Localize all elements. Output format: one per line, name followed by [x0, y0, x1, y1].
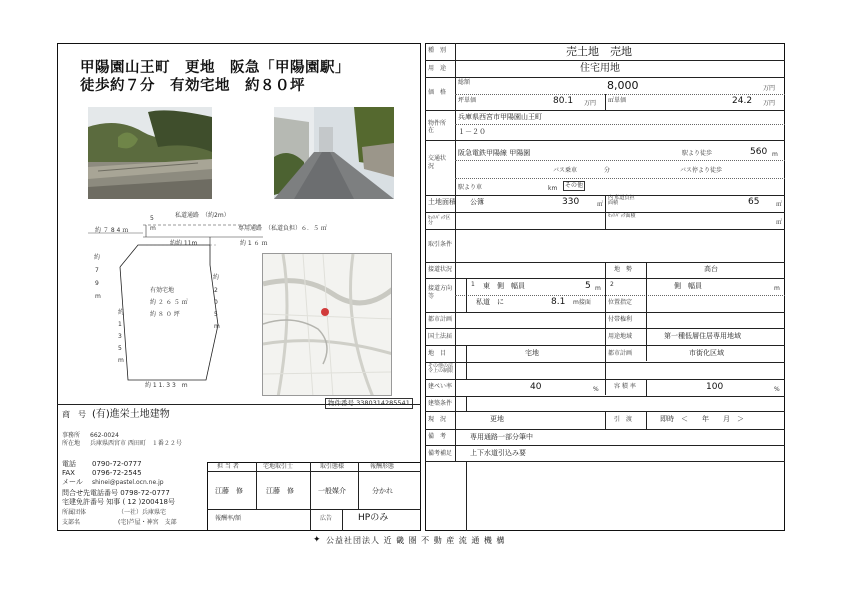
plan-dim-11: 約約 11m [170, 240, 198, 247]
staff-v1: 江藤 修 [215, 487, 243, 495]
plan-dim-l13-3: 3 [118, 333, 122, 340]
plan-dim-l13-4: 5 [118, 345, 122, 352]
remarks2-value: 上下水道引込み要 [470, 449, 526, 457]
tel: 0790-72-0777 [92, 460, 142, 468]
plan-dim-r20-3: 0 [214, 299, 218, 306]
divider [207, 471, 421, 472]
divider [466, 396, 467, 411]
staff-h2: 宅地取引士 [263, 463, 294, 470]
walk-value: 560 [750, 147, 768, 157]
bcr-label: 建ぺい率 [428, 383, 453, 390]
far-label: 容 積 率 [614, 383, 636, 390]
category-value: 売土地 売地 [566, 45, 632, 58]
divider [425, 429, 785, 430]
footer-icon: ✦ [313, 535, 321, 545]
divider [605, 411, 606, 429]
location-2: １－２０ [458, 128, 486, 136]
remarks-label: 備 考 [428, 433, 447, 440]
road2-unit: m [774, 285, 780, 292]
station-car: 駅より車 [458, 184, 483, 191]
divider [342, 509, 343, 531]
divider [425, 461, 785, 462]
assoc: （一社）兵庫県宅 [118, 509, 167, 516]
divider [455, 160, 785, 161]
plan-dim-r20-4: 5 [214, 311, 218, 318]
inquiry-tel: 問合せ先電話番号 0798-72-0777 [62, 489, 170, 497]
tel-label: 電話 [62, 460, 76, 468]
use-label: 用 途 [428, 65, 447, 72]
plan-dim-left-3: 9 [95, 280, 99, 287]
divider [646, 379, 647, 396]
city-plan-label: 都市計画 [428, 316, 453, 323]
use-value: 住宅用地 [580, 63, 620, 74]
photo-right [274, 107, 394, 199]
remarks2-label: 備考補足 [428, 450, 453, 457]
divider [256, 462, 257, 509]
land-area-type: 公簿 [470, 198, 484, 206]
km: km [548, 185, 558, 192]
divider [425, 110, 785, 111]
land-area-value: 330 [562, 197, 580, 207]
divider [466, 345, 467, 379]
land-right-label: 国土法届 [428, 333, 453, 340]
plan-area-sqm: 約 ２ ６ ５ ㎡ [150, 299, 188, 306]
bus-label: バス乗車 [553, 167, 578, 174]
fee-label: 報酬率/額 [215, 515, 242, 522]
divider [455, 295, 785, 296]
address-label: 所在地 [62, 440, 81, 447]
bus-walk: バス停より徒歩 [680, 167, 723, 174]
traffic-label: 交通状況 [428, 155, 447, 170]
setback-unit: ㎡ [776, 219, 783, 226]
private-road-label: 内 私道負担面積 [608, 195, 635, 206]
land-area-label: 土地面積 [428, 198, 456, 206]
divider [605, 94, 606, 110]
plan-m-unit: m [150, 225, 156, 232]
road1-width: 5 [585, 281, 591, 291]
plan-area-tsubo: 約 ８ ０ 坪 [150, 311, 180, 318]
photo-left [88, 107, 212, 199]
position-label: 位置指定 [608, 299, 633, 306]
divider [425, 396, 785, 397]
sqm-price: 24.2 [732, 96, 753, 106]
plan-dim-r20-2: 2 [214, 287, 218, 294]
delivery-label: 引 渡 [614, 416, 633, 423]
shape-value: 高台 [704, 265, 718, 273]
plan-road-width: 専用通路 （私道負担）６．５ ㎡ [238, 225, 327, 232]
plan-private-road: 私道通路 （約2m） [175, 212, 230, 219]
road2-dir: 側 幅員 [674, 282, 702, 290]
road-dir-label: 接道方向等 [428, 285, 453, 300]
bcr-value: 40 [530, 382, 542, 392]
road-no-2: 2 [610, 281, 614, 288]
private-road-unit: ㎡ [776, 201, 783, 208]
divider [605, 195, 606, 229]
road-contact: 8.1 [551, 297, 566, 307]
setback-label: ｾｯﾄﾊﾞｯｸ区分 [428, 215, 451, 226]
divider [57, 404, 421, 405]
conditions-label: 取引条件 [428, 241, 453, 248]
plan-dim-16: 約 1 ６ ｍ [240, 240, 268, 247]
location-label: 物件所在 [428, 120, 447, 135]
divider [425, 445, 785, 446]
ad-value: HPのみ [358, 513, 389, 523]
far-value: 100 [706, 382, 724, 392]
branch-label: 支部名 [62, 519, 81, 526]
title-line-2: 徒歩約７分 有効宅地 約８０坪 [80, 78, 305, 94]
setback-area-label: ｾｯﾄﾊﾞｯｸ面積 [608, 213, 636, 219]
divider [605, 262, 606, 395]
mail[interactable]: shinei@pastel.ocn.ne.jp [92, 479, 164, 486]
status-label: 現 況 [428, 416, 447, 423]
line-value: 阪急電鉄甲陽線 甲陽園 [458, 149, 531, 157]
ad-label: 広告 [320, 515, 333, 522]
divider [425, 140, 785, 141]
sqm-price-unit: 万円 [763, 100, 776, 107]
postal: 662-0024 [90, 432, 119, 439]
walk-unit: m [772, 151, 778, 158]
divider [455, 124, 785, 125]
plan-dim-bottom: 約 1 1. 3 3 m [145, 382, 188, 389]
divider [466, 278, 467, 312]
price-unit: 万円 [763, 85, 776, 92]
staff-v4: 分かれ [372, 487, 393, 495]
license-no: 宅建免許番号 知事 ( 12 )200418号 [62, 498, 175, 506]
divider [425, 77, 785, 78]
office-label: 事務所 [62, 432, 81, 439]
company-label: 商 号 [62, 410, 86, 419]
plan-dim-l13-1: 約 [118, 309, 125, 316]
company-name: (有)進栄土地建物 [92, 409, 170, 420]
divider [466, 461, 467, 531]
plan-dim-784: 約 ７ 8 4 ｍ [95, 227, 129, 234]
private-road-value: 65 [748, 197, 760, 207]
price-label: 価 格 [428, 89, 447, 96]
chimoku-value: 宅地 [525, 349, 539, 357]
footer-org: 公益社団法人 近 畿 圏 不 動 産 流 通 機 構 [326, 536, 506, 545]
fax: 0796-72-2545 [92, 469, 142, 477]
divider [455, 43, 456, 461]
divider [425, 60, 785, 61]
building-cond-label: 建築条件 [428, 400, 453, 407]
plan-dim-left-4: m [95, 293, 101, 300]
divider [646, 262, 647, 361]
divider [646, 411, 647, 429]
zoning-label: 用途地域 [608, 333, 633, 340]
chimoku-label: 地 目 [428, 350, 447, 357]
assoc-label: 所属団体 [62, 509, 87, 516]
other-limit-label: その他の法令上の制限 [428, 363, 454, 374]
plan-area-label: 有効宅地 [150, 287, 175, 294]
price-sub: 総額 [458, 79, 471, 86]
bus-min: 分 [604, 167, 611, 174]
ownership-label: 付帯権利 [608, 316, 633, 323]
staff-h4: 報酬形態 [370, 463, 395, 470]
road1-dir: 東 側 幅員 [483, 282, 525, 290]
divider [310, 462, 311, 531]
divider [425, 229, 785, 230]
city-plan2-label: 都市計画 [608, 350, 633, 357]
plan-m-5: 5 [150, 215, 154, 222]
plan-dim-left-2: 7 [95, 267, 99, 274]
tsubo-price-label: 坪単価 [458, 97, 477, 104]
divider [455, 178, 785, 179]
price-value: 8,000 [607, 79, 639, 92]
road-type: 私道 に [476, 298, 504, 306]
title-line-1: 甲陽園山王町 更地 阪急「甲陽園駅」 [80, 60, 350, 76]
road1-unit: m [595, 285, 601, 292]
tsubo-price: 80.1 [553, 96, 574, 106]
mail-label: メール [62, 478, 83, 486]
plan-dim-left-1: 約 [94, 254, 101, 261]
road-contact-unit: m接面 [573, 299, 591, 306]
location-1: 兵庫県西宮市甲陽園山王町 [458, 113, 542, 121]
bcr-unit: % [593, 386, 599, 393]
address: 兵庫県西宮市 西田町 １番２２号 [90, 440, 182, 447]
category-label: 種 別 [428, 47, 447, 54]
staff-h3: 取引態様 [320, 463, 345, 470]
divider [358, 462, 359, 509]
property-number: 物件番号 3380314285541 [325, 398, 413, 409]
sqm-price-label: ㎡単価 [608, 97, 627, 104]
far-unit: % [774, 386, 780, 393]
plan-dim-l13-2: 1 [118, 321, 122, 328]
other-traffic: その他 [565, 182, 584, 189]
road-no-1: 1 [471, 281, 475, 288]
divider [207, 509, 421, 510]
staff-h1: 担 当 者 [217, 463, 239, 470]
walk-label: 駅より徒歩 [682, 150, 713, 157]
staff-v3: 一般媒介 [318, 487, 346, 495]
branch: (宅)芦屋・神宮 支部 [118, 519, 177, 526]
shape-label: 地 勢 [614, 266, 633, 273]
plan-dim-r20-5: m [214, 323, 220, 330]
fax-label: FAX [62, 469, 75, 477]
delivery-value: 即時 ＜ 年 月 ＞ [660, 415, 744, 423]
city-plan2-value: 市街化区域 [689, 349, 724, 357]
tsubo-price-unit: 万円 [584, 100, 597, 107]
plan-dim-r20-1: 約 [213, 274, 220, 281]
remarks-value: 専用通路一部分筆中 [470, 433, 533, 441]
zoning-value: 第一種低層住居専用地域 [664, 332, 741, 340]
staff-v2: 江藤 修 [266, 487, 294, 495]
plan-dim-l13-5: m [118, 357, 124, 364]
status-value: 更地 [490, 415, 504, 423]
road-label: 接道状況 [428, 266, 453, 273]
location-map [262, 253, 392, 396]
land-area-unit: ㎡ [597, 201, 604, 208]
divider [455, 94, 785, 95]
